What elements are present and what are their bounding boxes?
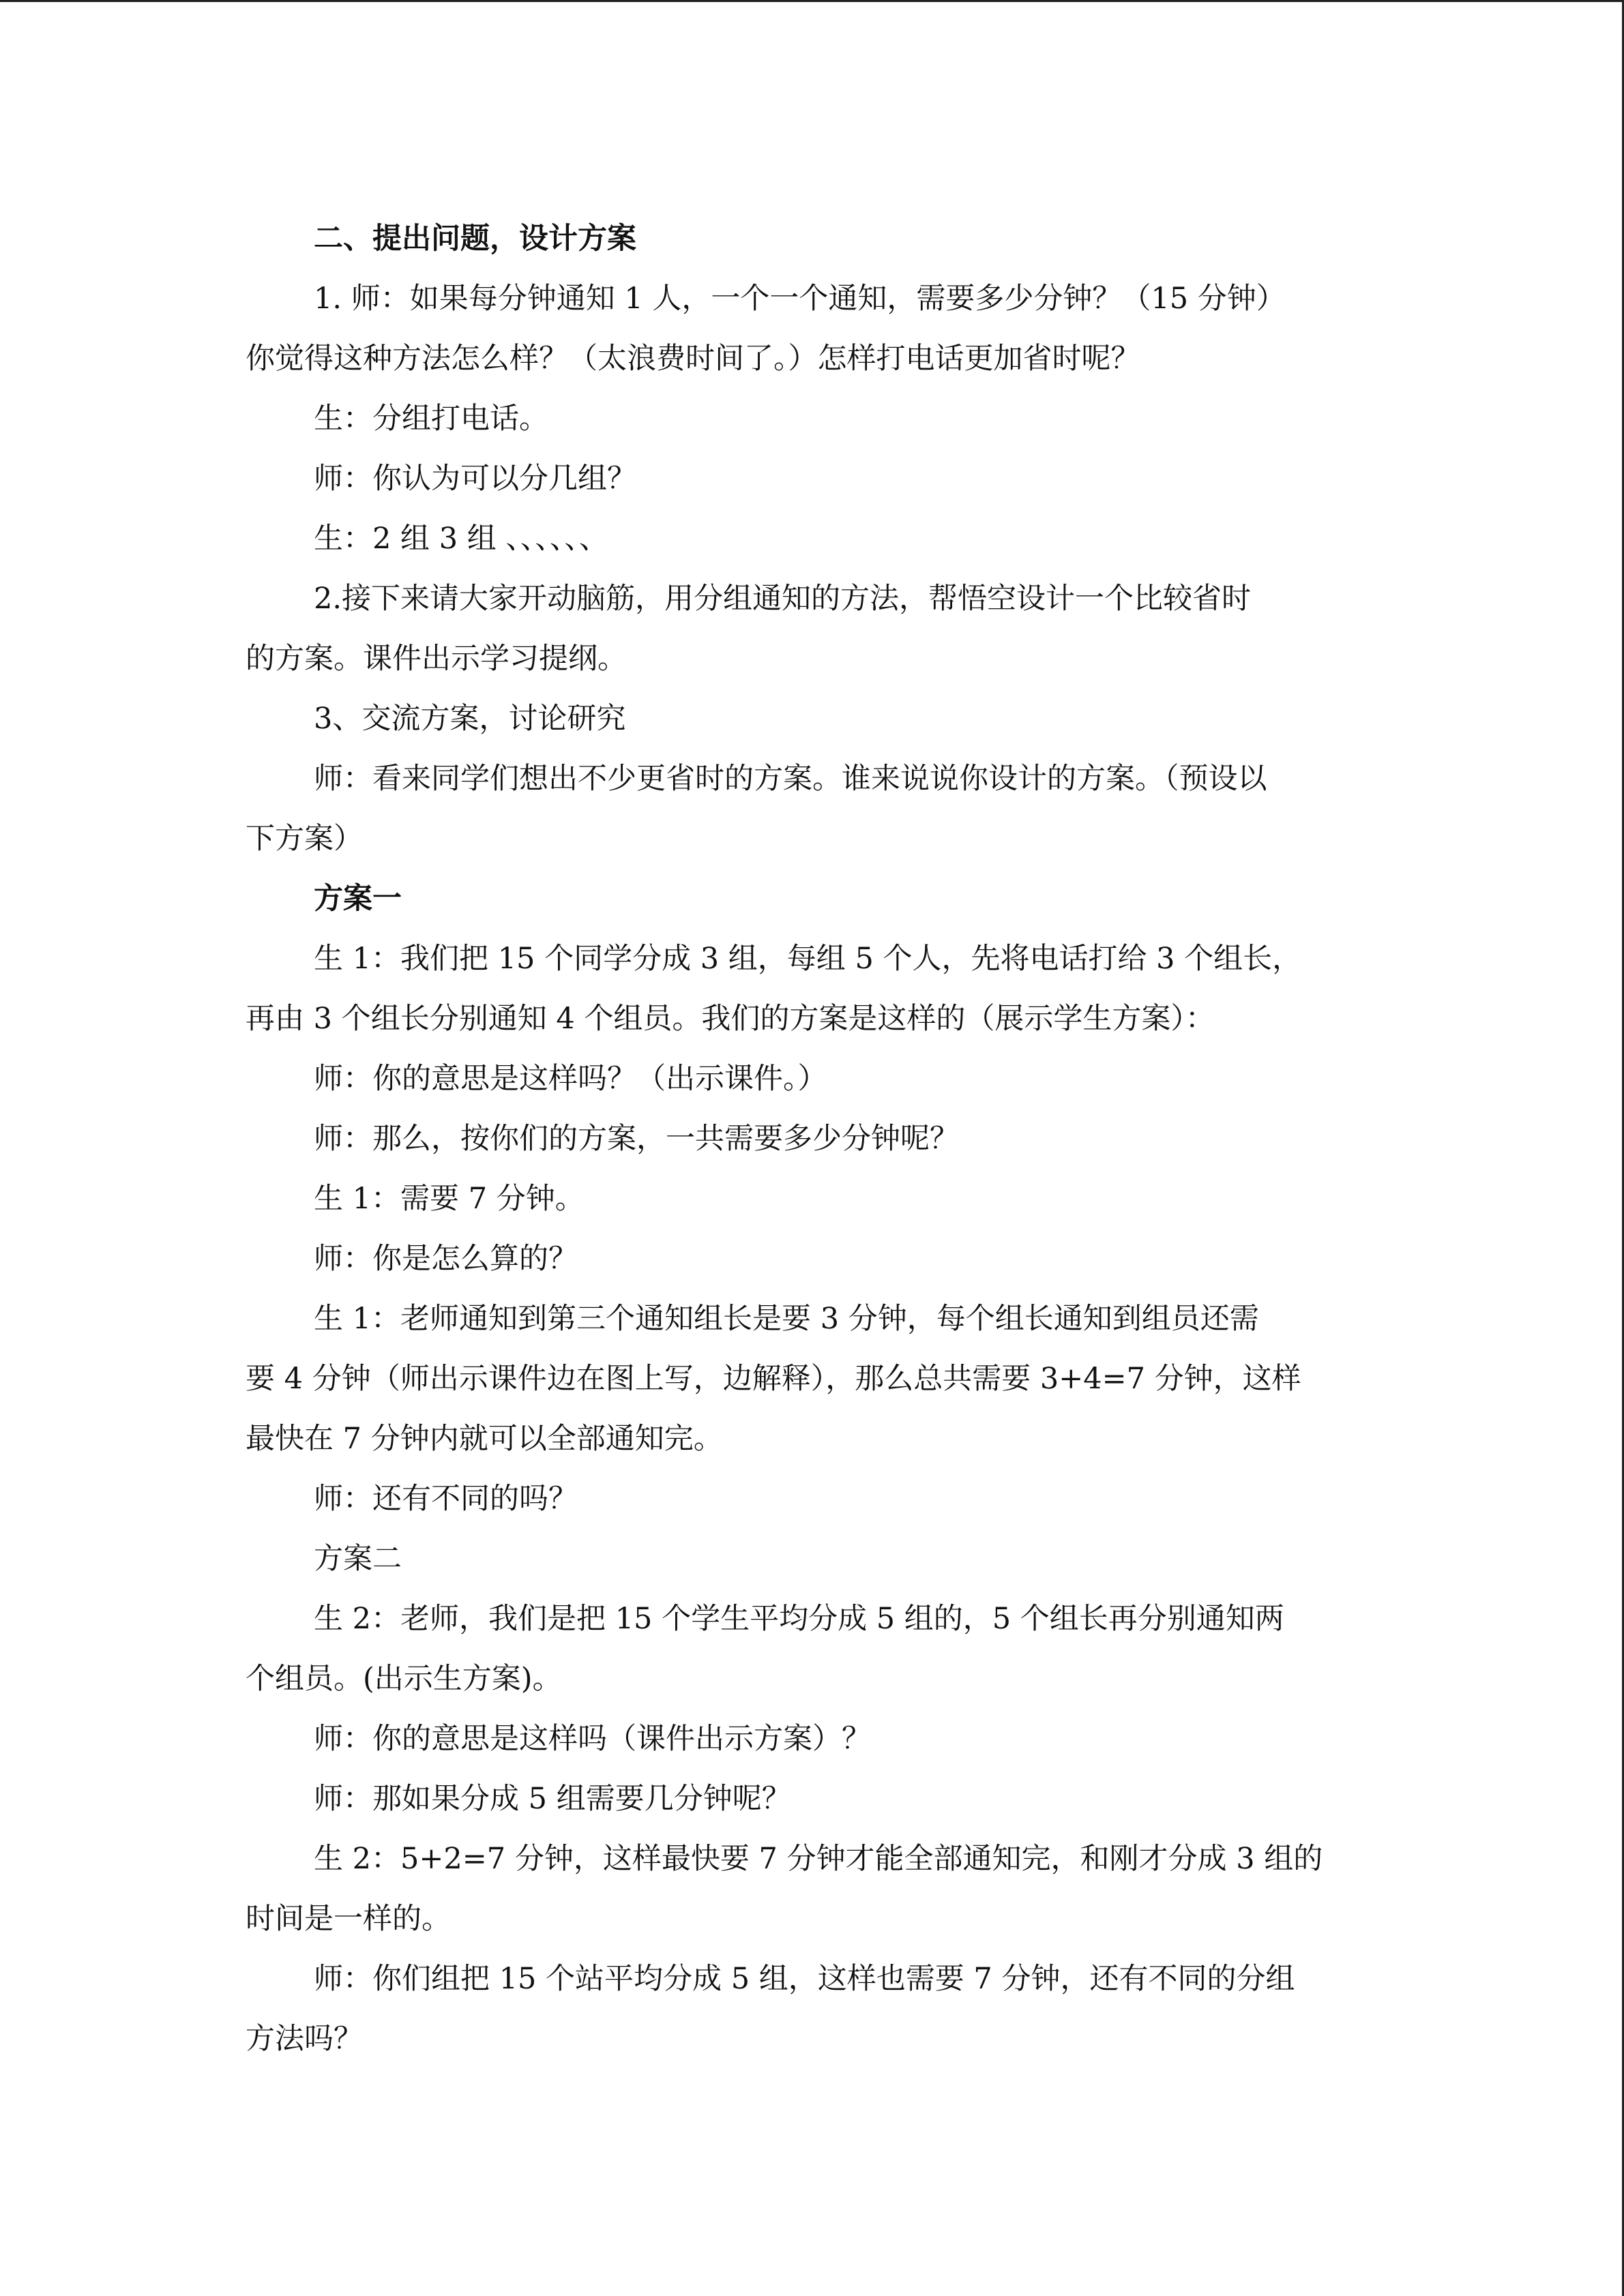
section-heading: 二、提出问题，设计方案 xyxy=(314,222,636,256)
paragraph-line: 下方案） xyxy=(246,822,363,856)
plan-two-heading: 方案二 xyxy=(314,1542,402,1576)
plan-one-heading: 方案一 xyxy=(314,882,402,916)
paragraph-line: 生 2：老师，我们是把 15 个学生平均分成 5 组的，5 个组长再分别通知两 xyxy=(314,1602,1284,1636)
paragraph-line: 生：分组打电话。 xyxy=(314,402,548,436)
paragraph-line: 生 2：5+2=7 分钟，这样最快要 7 分钟才能全部通知完，和刚才分成 3 组的 xyxy=(314,1842,1323,1876)
paragraph-line: 生：2 组 3 组 、、、、、、 xyxy=(314,522,608,556)
paragraph-line: 师：你的意思是这样吗（课件出示方案）？ xyxy=(314,1722,871,1756)
paragraph-line: 你觉得这种方法怎么样？（太浪费时间了。）怎样打电话更加省时呢？ xyxy=(246,342,1140,376)
paragraph-line: 师：那如果分成 5 组需要几分钟呢？ xyxy=(314,1782,791,1816)
paragraph-line: 生 1：我们把 15 个同学分成 3 组，每组 5 个人，先将电话打给 3 个组长， xyxy=(314,942,1302,976)
paragraph-line: 生 1：需要 7 分钟。 xyxy=(314,1182,585,1216)
paragraph-line: 师：你的意思是这样吗？（出示课件。） xyxy=(314,1062,827,1096)
paragraph-line: 师：还有不同的吗？ xyxy=(314,1482,578,1516)
paragraph-line: 1. 师：如果每分钟通知 1 人，一个一个通知，需要多少分钟？（15 分钟） xyxy=(314,282,1286,316)
paragraph-line: 师：看来同学们想出不少更省时的方案。谁来说说你设计的方案。（预设以 xyxy=(314,762,1267,796)
page-top-border xyxy=(0,0,1624,2)
paragraph-line: 的方案。课件出示学习提纲。 xyxy=(246,642,627,676)
paragraph-line: 师：你们组把 15 个站平均分成 5 组，这样也需要 7 分钟，还有不同的分组 xyxy=(314,1962,1295,1996)
paragraph-line: 最快在 7 分钟内就可以全部通知完。 xyxy=(246,1422,723,1456)
paragraph-line: 个组员。(出示生方案)。 xyxy=(246,1662,562,1696)
document-page xyxy=(246,209,1378,2069)
paragraph-line: 师：你是怎么算的？ xyxy=(314,1242,578,1276)
paragraph-line: 再由 3 个组长分别通知 4 个组员。我们的方案是这样的（展示学生方案）： xyxy=(246,1002,1215,1036)
paragraph-line: 要 4 分钟（师出示课件边在图上写，边解释），那么总共需要 3+4=7 分钟，这样 xyxy=(246,1362,1301,1396)
paragraph-line: 2.接下来请大家开动脑筋，用分组通知的方法，帮悟空设计一个比较省时 xyxy=(314,582,1252,616)
paragraph-line: 时间是一样的。 xyxy=(246,1902,451,1936)
paragraph-line: 师：你认为可以分几组？ xyxy=(314,462,636,496)
subsection-heading: 3、交流方案，讨论研究 xyxy=(314,702,626,736)
paragraph-line: 生 1：老师通知到第三个通知组长是要 3 分钟，每个组长通知到组员还需 xyxy=(314,1302,1259,1336)
paragraph-line: 师：那么，按你们的方案，一共需要多少分钟呢？ xyxy=(314,1122,959,1156)
paragraph-line: 方法吗？ xyxy=(246,2022,363,2056)
